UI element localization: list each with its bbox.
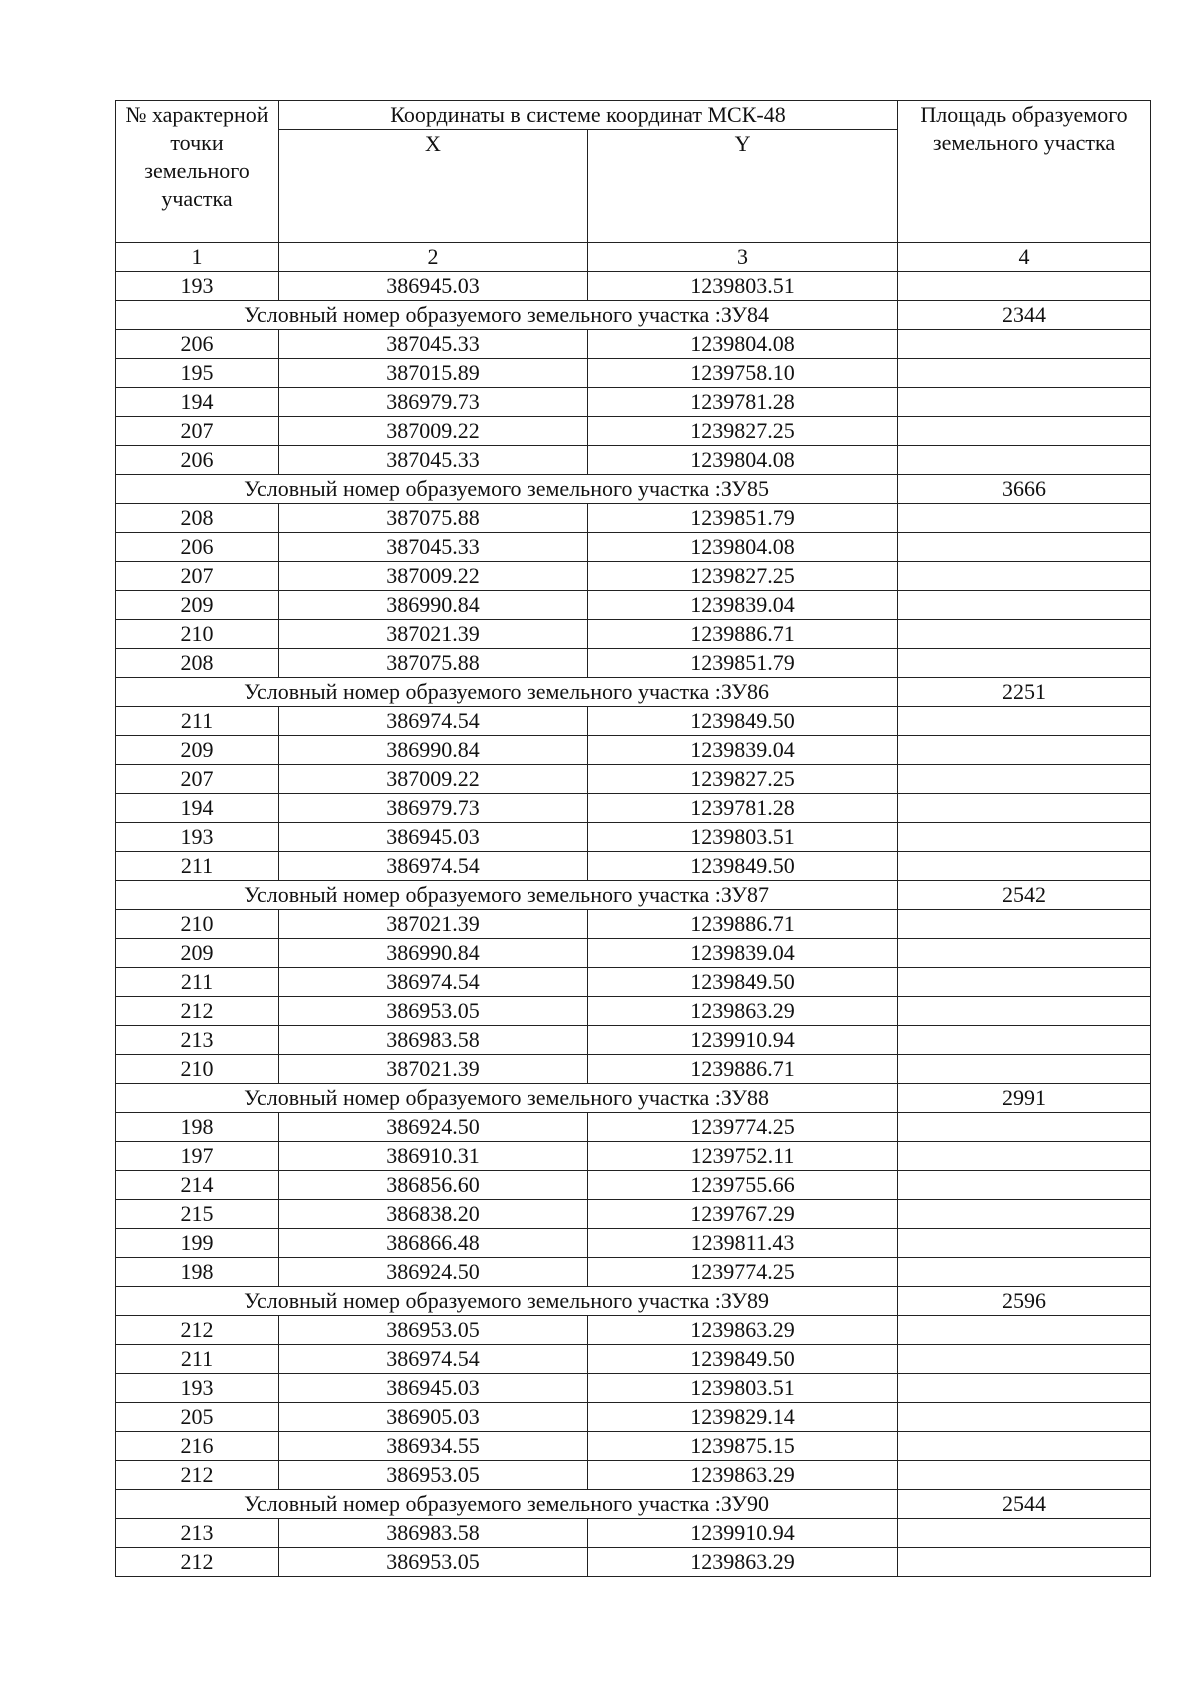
table-row [116, 591, 1151, 620]
coord-y: 1239863.29 [588, 1316, 898, 1345]
coord-x: 386953.05 [279, 1548, 588, 1577]
point-number: 210 [116, 910, 279, 939]
area-cell [898, 939, 1151, 968]
table-row [116, 968, 1151, 997]
coord-y: 1239863.29 [588, 1548, 898, 1577]
coord-x: 387009.22 [279, 765, 588, 794]
point-number: 198 [116, 1113, 279, 1142]
table-row [116, 1113, 1151, 1142]
parcel-area: 2596 [898, 1287, 1151, 1316]
table-row [116, 359, 1151, 388]
parcel-row [116, 881, 1151, 910]
area-cell [898, 330, 1151, 359]
point-number: 212 [116, 997, 279, 1026]
point-number: 194 [116, 794, 279, 823]
parcel-label: Условный номер образуемого земельного участка :ЗУ84 [116, 301, 898, 330]
area-cell [898, 591, 1151, 620]
coord-y: 1239863.29 [588, 997, 898, 1026]
table-row [116, 1519, 1151, 1548]
table-row [116, 562, 1151, 591]
coord-x: 386974.54 [279, 852, 588, 881]
area-cell [898, 1142, 1151, 1171]
area-cell [898, 823, 1151, 852]
table-row [116, 1229, 1151, 1258]
table-row [116, 852, 1151, 881]
parcel-label: Условный номер образуемого земельного участка :ЗУ87 [116, 881, 898, 910]
header-row [116, 101, 1151, 130]
table-row [116, 939, 1151, 968]
coord-x: 387015.89 [279, 359, 588, 388]
table-row [116, 1432, 1151, 1461]
coord-y: 1239752.11 [588, 1142, 898, 1171]
point-number: 211 [116, 1345, 279, 1374]
table-row [116, 1142, 1151, 1171]
coord-x: 386974.54 [279, 707, 588, 736]
coord-x: 386983.58 [279, 1519, 588, 1548]
coord-x: 386974.54 [279, 1345, 588, 1374]
coord-x: 387075.88 [279, 504, 588, 533]
point-number: 193 [116, 823, 279, 852]
point-number: 193 [116, 272, 279, 301]
area-cell [898, 533, 1151, 562]
point-number: 199 [116, 1229, 279, 1258]
coord-y: 1239851.79 [588, 649, 898, 678]
coord-x: 386945.03 [279, 1374, 588, 1403]
parcel-label: Условный номер образуемого земельного участка :ЗУ88 [116, 1084, 898, 1113]
parcel-row [116, 475, 1151, 504]
coord-x: 386910.31 [279, 1142, 588, 1171]
table-row [116, 765, 1151, 794]
point-number: 210 [116, 620, 279, 649]
table-row [116, 736, 1151, 765]
coord-x: 386924.50 [279, 1113, 588, 1142]
point-number: 215 [116, 1200, 279, 1229]
point-number: 197 [116, 1142, 279, 1171]
table-row [116, 504, 1151, 533]
coord-x: 386979.73 [279, 388, 588, 417]
point-number: 206 [116, 330, 279, 359]
coord-x: 387075.88 [279, 649, 588, 678]
coord-y: 1239803.51 [588, 1374, 898, 1403]
coord-y: 1239886.71 [588, 620, 898, 649]
coord-y: 1239886.71 [588, 910, 898, 939]
parcel-area: 2542 [898, 881, 1151, 910]
point-number: 213 [116, 1519, 279, 1548]
coord-y: 1239781.28 [588, 388, 898, 417]
table-row [116, 794, 1151, 823]
parcel-area: 2991 [898, 1084, 1151, 1113]
area-cell [898, 852, 1151, 881]
header-area: Площадь образуемого земельного участка [898, 101, 1151, 243]
coord-y: 1239849.50 [588, 707, 898, 736]
coord-y: 1239851.79 [588, 504, 898, 533]
area-cell [898, 707, 1151, 736]
point-number: 210 [116, 1055, 279, 1084]
coord-x: 386905.03 [279, 1403, 588, 1432]
table-row [116, 1258, 1151, 1287]
coord-y: 1239849.50 [588, 852, 898, 881]
table-row [116, 620, 1151, 649]
point-number: 194 [116, 388, 279, 417]
area-cell [898, 1113, 1151, 1142]
area-cell [898, 1171, 1151, 1200]
coord-x: 387045.33 [279, 446, 588, 475]
coord-x: 387021.39 [279, 620, 588, 649]
column-number: 1 [116, 243, 279, 272]
column-number: 2 [279, 243, 588, 272]
point-number: 206 [116, 446, 279, 475]
coord-x: 386990.84 [279, 736, 588, 765]
header-point-number: № характерной точки земельного участка [116, 101, 279, 243]
area-cell [898, 1548, 1151, 1577]
point-number: 205 [116, 1403, 279, 1432]
area-cell [898, 997, 1151, 1026]
parcel-row [116, 1084, 1151, 1113]
table-row [116, 533, 1151, 562]
coord-y: 1239827.25 [588, 765, 898, 794]
point-number: 195 [116, 359, 279, 388]
column-numbers-row [116, 243, 1151, 272]
coord-y: 1239839.04 [588, 939, 898, 968]
point-number: 198 [116, 1258, 279, 1287]
point-number: 209 [116, 939, 279, 968]
point-number: 207 [116, 562, 279, 591]
parcel-area: 2344 [898, 301, 1151, 330]
table-row [116, 707, 1151, 736]
coord-y: 1239829.14 [588, 1403, 898, 1432]
point-number: 207 [116, 765, 279, 794]
coord-y: 1239827.25 [588, 562, 898, 591]
coord-x: 386953.05 [279, 1461, 588, 1490]
table-row [116, 446, 1151, 475]
area-cell [898, 765, 1151, 794]
table-row [116, 417, 1151, 446]
coord-x: 387045.33 [279, 330, 588, 359]
point-number: 209 [116, 736, 279, 765]
coord-x: 386953.05 [279, 1316, 588, 1345]
coord-y: 1239827.25 [588, 417, 898, 446]
point-number: 208 [116, 649, 279, 678]
coord-x: 386945.03 [279, 272, 588, 301]
table-row [116, 272, 1151, 301]
table-row [116, 1316, 1151, 1345]
table-row [116, 1026, 1151, 1055]
table-row [116, 1055, 1151, 1084]
table-row [116, 1200, 1151, 1229]
coord-y: 1239804.08 [588, 330, 898, 359]
coord-y: 1239755.66 [588, 1171, 898, 1200]
table-row [116, 388, 1151, 417]
parcel-area: 3666 [898, 475, 1151, 504]
coord-y: 1239910.94 [588, 1026, 898, 1055]
parcel-label: Условный номер образуемого земельного участка :ЗУ90 [116, 1490, 898, 1519]
area-cell [898, 1461, 1151, 1490]
coord-x: 386974.54 [279, 968, 588, 997]
point-number: 212 [116, 1316, 279, 1345]
header-x: X [279, 130, 588, 243]
coord-y: 1239910.94 [588, 1519, 898, 1548]
table-row [116, 823, 1151, 852]
coord-x: 387045.33 [279, 533, 588, 562]
coord-x: 387009.22 [279, 417, 588, 446]
table-row [116, 649, 1151, 678]
area-cell [898, 1055, 1151, 1084]
area-cell [898, 1316, 1151, 1345]
parcel-row [116, 1287, 1151, 1316]
coord-x: 386924.50 [279, 1258, 588, 1287]
area-cell [898, 1200, 1151, 1229]
area-cell [898, 968, 1151, 997]
area-cell [898, 1345, 1151, 1374]
coord-y: 1239849.50 [588, 968, 898, 997]
area-cell [898, 1374, 1151, 1403]
point-number: 212 [116, 1461, 279, 1490]
coord-y: 1239849.50 [588, 1345, 898, 1374]
coord-y: 1239803.51 [588, 823, 898, 852]
coord-x: 386856.60 [279, 1171, 588, 1200]
point-number: 214 [116, 1171, 279, 1200]
area-cell [898, 1403, 1151, 1432]
table-row [116, 997, 1151, 1026]
coord-x: 387021.39 [279, 910, 588, 939]
point-number: 207 [116, 417, 279, 446]
point-number: 216 [116, 1432, 279, 1461]
parcel-area: 2251 [898, 678, 1151, 707]
coord-x: 387021.39 [279, 1055, 588, 1084]
coord-y: 1239863.29 [588, 1461, 898, 1490]
coord-x: 386838.20 [279, 1200, 588, 1229]
point-number: 211 [116, 968, 279, 997]
coord-y: 1239839.04 [588, 736, 898, 765]
parcel-label: Условный номер образуемого земельного участка :ЗУ85 [116, 475, 898, 504]
table-row [116, 1374, 1151, 1403]
coord-x: 387009.22 [279, 562, 588, 591]
area-cell [898, 1229, 1151, 1258]
coord-y: 1239781.28 [588, 794, 898, 823]
point-number: 211 [116, 852, 279, 881]
area-cell [898, 1026, 1151, 1055]
area-cell [898, 562, 1151, 591]
area-cell [898, 910, 1151, 939]
table-row [116, 1461, 1151, 1490]
coord-y: 1239811.43 [588, 1229, 898, 1258]
area-cell [898, 1258, 1151, 1287]
coord-y: 1239774.25 [588, 1113, 898, 1142]
coord-x: 386866.48 [279, 1229, 588, 1258]
area-cell [898, 504, 1151, 533]
parcel-row [116, 678, 1151, 707]
area-cell [898, 736, 1151, 765]
area-cell [898, 1432, 1151, 1461]
area-cell [898, 1519, 1151, 1548]
coord-y: 1239767.29 [588, 1200, 898, 1229]
point-number: 208 [116, 504, 279, 533]
coord-x: 386990.84 [279, 591, 588, 620]
area-cell [898, 359, 1151, 388]
area-cell [898, 649, 1151, 678]
coord-x: 386979.73 [279, 794, 588, 823]
coordinates-table [115, 100, 1151, 1577]
point-number: 213 [116, 1026, 279, 1055]
area-cell [898, 446, 1151, 475]
coord-y: 1239804.08 [588, 533, 898, 562]
table-row [116, 1171, 1151, 1200]
table-row [116, 330, 1151, 359]
parcel-area: 2544 [898, 1490, 1151, 1519]
table-row [116, 1345, 1151, 1374]
table-row [116, 1403, 1151, 1432]
coord-y: 1239803.51 [588, 272, 898, 301]
point-number: 209 [116, 591, 279, 620]
coord-x: 386983.58 [279, 1026, 588, 1055]
area-cell [898, 620, 1151, 649]
header-coordinate-system: Координаты в системе координат МСК-48 [279, 101, 898, 130]
table-row [116, 910, 1151, 939]
coord-y: 1239875.15 [588, 1432, 898, 1461]
coord-y: 1239758.10 [588, 359, 898, 388]
table-row [116, 1548, 1151, 1577]
column-number: 4 [898, 243, 1151, 272]
parcel-label: Условный номер образуемого земельного участка :ЗУ86 [116, 678, 898, 707]
coord-y: 1239804.08 [588, 446, 898, 475]
point-number: 193 [116, 1374, 279, 1403]
area-cell [898, 794, 1151, 823]
parcel-row [116, 1490, 1151, 1519]
point-number: 211 [116, 707, 279, 736]
area-cell [898, 417, 1151, 446]
area-cell [898, 272, 1151, 301]
column-number: 3 [588, 243, 898, 272]
point-number: 206 [116, 533, 279, 562]
coord-x: 386990.84 [279, 939, 588, 968]
coord-y: 1239839.04 [588, 591, 898, 620]
parcel-label: Условный номер образуемого земельного участка :ЗУ89 [116, 1287, 898, 1316]
coord-y: 1239774.25 [588, 1258, 898, 1287]
coord-x: 386934.55 [279, 1432, 588, 1461]
point-number: 212 [116, 1548, 279, 1577]
coord-y: 1239886.71 [588, 1055, 898, 1084]
parcel-row [116, 301, 1151, 330]
area-cell [898, 388, 1151, 417]
coord-x: 386953.05 [279, 997, 588, 1026]
coord-x: 386945.03 [279, 823, 588, 852]
header-y: Y [588, 130, 898, 243]
